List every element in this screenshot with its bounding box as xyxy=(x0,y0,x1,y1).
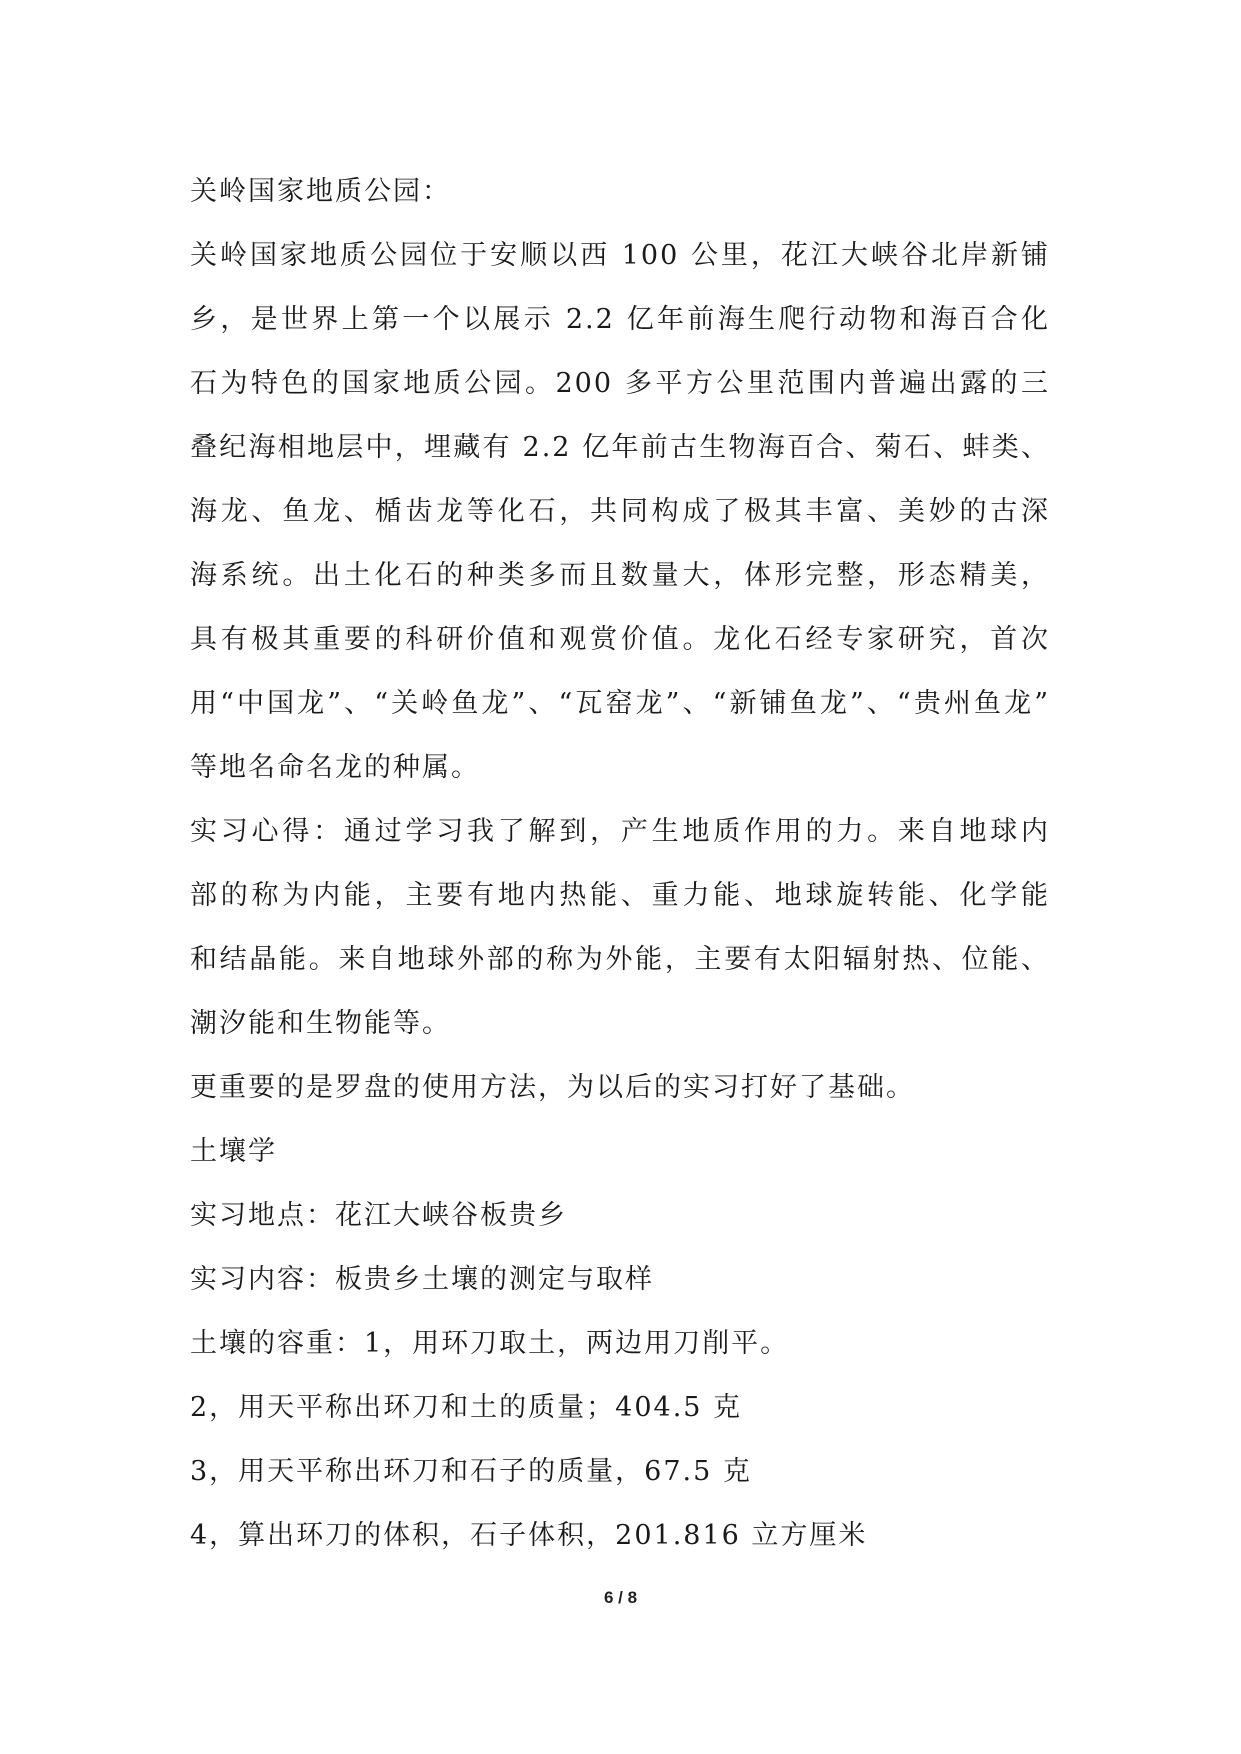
paragraph-line: 土壤的容重：1，用环刀取土，两边用刀削平。 xyxy=(190,1328,790,1359)
paragraph-line: 叠纪海相地层中，埋藏有 2.2 亿年前古生物海百合、菊石、蚌类、 xyxy=(190,432,1050,463)
page-number: 6 / 8 xyxy=(603,1588,638,1607)
paragraph-line: 和结晶能。来自地球外部的称为外能，主要有太阳辐射热、位能、 xyxy=(190,944,1050,975)
paragraph-line: 3，用天平称出环刀和石子的质量，67.5 克 xyxy=(190,1456,752,1487)
document-body xyxy=(190,160,1050,1568)
section-heading: 关岭国家地质公园： xyxy=(190,176,451,207)
paragraph-line: 实习心得：通过学习我了解到，产生地质作用的力。来自地球内 xyxy=(190,816,1050,847)
paragraph-line: 2，用天平称出环刀和土的质量；404.5 克 xyxy=(190,1392,743,1423)
section-heading: 土壤学 xyxy=(190,1136,277,1167)
paragraph-line: 海龙、鱼龙、楯齿龙等化石，共同构成了极其丰富、美妙的古深 xyxy=(190,496,1050,527)
paragraph-line: 具有极其重要的科研价值和观赏价值。龙化石经专家研究，首次 xyxy=(190,624,1050,655)
paragraph-line: 更重要的是罗盘的使用方法，为以后的实习打好了基础。 xyxy=(190,1072,915,1103)
paragraph-line: 石为特色的国家地质公园。200 多平方公里范围内普遍出露的三 xyxy=(190,368,1050,399)
paragraph-line: 潮汐能和生物能等。 xyxy=(190,1008,451,1039)
paragraph-line: 部的称为内能，主要有地内热能、重力能、地球旋转能、化学能 xyxy=(190,880,1050,911)
paragraph-line: 实习地点：花江大峡谷板贵乡 xyxy=(190,1200,567,1231)
paragraph-line: 4，算出环刀的体积，石子体积，201.816 立方厘米 xyxy=(190,1520,868,1551)
paragraph-line: 实习内容：板贵乡土壤的测定与取样 xyxy=(190,1264,654,1295)
paragraph-line: 用“中国龙”、“关岭鱼龙”、“瓦窑龙”、“新铺鱼龙”、“贵州鱼龙” xyxy=(190,688,1050,719)
paragraph-line: 关岭国家地质公园位于安顺以西 100 公里，花江大峡谷北岸新铺 xyxy=(190,240,1050,271)
paragraph-line: 乡，是世界上第一个以展示 2.2 亿年前海生爬行动物和海百合化 xyxy=(190,304,1050,335)
paragraph-line: 海系统。出土化石的种类多而且数量大，体形完整，形态精美， xyxy=(190,560,1050,591)
paragraph-line: 等地名命名龙的种属。 xyxy=(190,752,480,783)
